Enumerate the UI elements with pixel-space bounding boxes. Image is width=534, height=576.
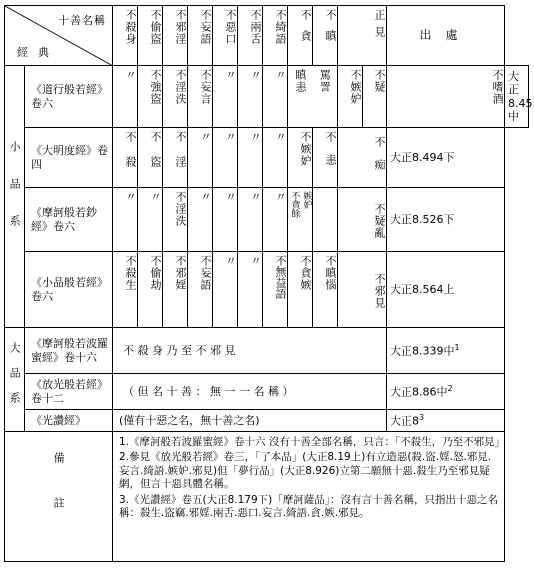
notes-label: 備註 [5,432,113,562]
merged-cell [288,66,338,128]
summary-text: （ 但 名 十 善 ： 無 一 一 名 稱 ） [113,374,387,410]
table-row [5,252,529,328]
source-cell: 大正8.564上 [387,252,505,328]
table-row [5,374,529,410]
summary-text: 不 殺 身 乃 至 不 邪 見 [113,328,387,374]
cell: 不淫泆 [163,66,188,128]
cell: 〃 [138,188,163,252]
cell: 不強盜 [138,66,163,128]
good-deeds-label: 十善名稱 [58,14,106,27]
col-header: 不瞋 [313,6,338,66]
cell [313,188,338,252]
cell: 不盜 [138,128,163,188]
col-header: 不貪 [288,6,313,66]
col-header: 不邪淫 [163,6,188,66]
cell: 不淫泆 [163,188,188,252]
col-header: 不殺身 [113,6,138,66]
cell: 嫉妒 [301,191,312,209]
cell: 瞋恚 [293,69,307,93]
cell: 不瞋惱 [313,252,338,328]
note-item: 1.《摩訶般若波羅蜜經》卷十六 沒有十善全部名稱，只言：「不殺生，乃至不邪見」 [119,436,506,448]
note-item: 3.《光讚經》卷五(大正8.179下)「摩訶薩品」：沒有言十善名稱，只指出十惡之名稱：殺生.盜竊.邪婬.兩舌.惡口.妄言.綺語.貪.嫉.邪見。 [119,493,499,520]
cell: 〃 [213,188,238,252]
col-header: 不兩舌 [238,6,263,66]
sutra-name: 《摩訶般若波羅蜜經》卷十六 [25,328,113,374]
col-header: 不綺語 [263,6,288,66]
cell: 不痴 [338,128,387,188]
col-header: 不惡口 [213,6,238,66]
footnote-mark: 1 [454,343,460,353]
sutra-name: 《小品般若經》卷六 [25,252,113,328]
table-row [5,66,529,128]
group-large: 大品系 [5,328,25,432]
cell: 不妄語 [188,252,213,328]
table-row [5,128,529,188]
scripture-label: 經典 [17,45,59,59]
cell: 不恚 [313,128,338,188]
cell: 〃 [238,66,263,128]
cell: 〃 [188,188,213,252]
cell: 不嫉妒 [288,128,313,188]
group-small: 小品系 [5,66,25,328]
cell: 〃 [213,66,238,128]
cell: 不邪婬 [163,252,188,328]
table-row [5,188,529,252]
source-text: 大正8 [390,414,419,428]
sutra-name: 《道行般若經》卷六 [25,66,113,128]
source-cell [387,410,505,432]
col-header: 不妄語 [188,6,213,66]
sutra-name: 《光讚經》 [25,410,113,432]
source-cell: 大正8.526下 [387,188,505,252]
cell: 不無益語 [263,252,288,328]
cell: 不妄言 [188,66,213,128]
source-text: 大正8.86中 [390,385,448,399]
source-cell [387,328,505,374]
cell: 〃 [263,128,288,188]
cell: 不邪見 [338,252,387,328]
footnote-mark: 3 [419,413,425,423]
cell: 不偷劫 [138,252,163,328]
cell: 不嫉妒 [338,66,363,128]
cell: 〃 [238,188,263,252]
note-item: 2.參見《放光般若經》卷三，「了本品」(大正8.19上)有立造惡(殺.盜.婬.怒.邪見.妄言.綺語.嫉妒.邪見)但「夢行品」(大正8.926)立第二願無十惡.殺生乃至邪見疑網，但言十惡具體名稱。 [119,451,492,491]
cell: 不疑 [363,66,387,128]
cell: 不淫 [163,128,188,188]
cell: 不貪餘 [289,191,300,218]
notes-cell [113,432,505,562]
cell: 不疑亂 [338,188,387,252]
cell: 不貪嫉 [288,252,313,328]
footnote-mark: 2 [447,384,453,394]
cell: 〃 [113,188,138,252]
cell: 罵詈 [318,69,332,93]
source-cell [387,374,505,410]
merged-cell [288,188,313,252]
summary-text: (僅有十惡之名，無十善之名) [113,410,387,432]
notes-row [5,432,529,562]
sutra-name: 《大明度經》卷四 [25,128,113,188]
source-cell: 大正8.45中 [505,66,529,128]
cell: 不殺生 [113,252,138,328]
source-text: 大正8.339中 [390,344,455,358]
cell: 〃 [263,188,288,252]
cell: 〃 [213,252,238,328]
cell: 〃 [188,128,213,188]
source-cell: 大正8.494下 [387,128,505,188]
table-row [5,328,529,374]
cell: 〃 [238,252,263,328]
sutra-name: 《摩訶般若鈔經》卷六 [25,188,113,252]
cell: 〃 [113,66,138,128]
cell: 〃 [238,128,263,188]
col-header: 不偷盜 [138,6,163,66]
source-header: 出處 [387,6,505,66]
header-row [5,6,529,66]
cell: 〃 [263,66,288,128]
header-corner-cell [5,6,113,66]
sutra-name: 《放光般若經》卷十二 [25,374,113,410]
ten-good-deeds-table [4,5,533,562]
cell: 不殺 [113,128,138,188]
col-header: 正見 [338,6,387,66]
cell: 不嗜酒 [387,66,505,128]
table-row [5,410,529,432]
cell: 〃 [213,128,238,188]
